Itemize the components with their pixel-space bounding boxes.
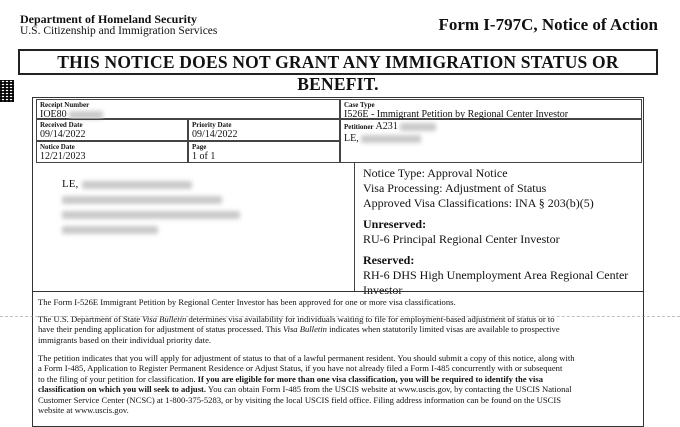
redacted-block [69,111,103,119]
receipt-number-cell [36,99,340,119]
petitioner-cell [340,119,642,163]
petitioner-name-row [344,133,638,145]
scan-artifact-line [0,316,680,317]
mailing-address [62,177,240,237]
visa-bulletin-paragraph: The U.S. Department of State Visa Bulletin determines visa availability for individuals waiting to file for employment-based adjustment of status or to have their pending application for adjustment of status processed. This Visa Bulletin indicates when statutorily limited visas are available to prospective immigrants based on their individual priority date. [38,314,560,345]
unreserved-label: Unreserved: [363,217,427,231]
reserved-value-line2: Investor [363,283,403,297]
received-date-label: Received Date [40,121,83,129]
petitioner-id: A231 [375,121,398,132]
priority-date-cell [188,119,340,141]
reserved-value-line1: RH-6 DHS High Unemployment Area Regional Center [363,268,629,282]
address-line [62,207,240,222]
approved-classifications: Approved Visa Classifications: INA § 203(b)(5) [363,196,594,210]
redacted-block [62,226,158,234]
section-divider [32,291,644,292]
received-date: 09/14/2022 [40,129,86,140]
receipt-number-label: Receipt Number [40,101,90,109]
agency-name: Department of Homeland Security [20,12,197,26]
warning-banner: THIS NOTICE DOES NOT GRANT ANY IMMIGRATION STATUS OR BENEFIT. [18,49,658,75]
redacted-block [361,135,421,143]
page-label: Page [192,143,207,151]
receipt-number: IOE80 [40,109,336,120]
priority-date: 09/14/2022 [192,129,238,140]
address-line [62,222,240,237]
notice-type: Notice Type: Approval Notice [363,166,508,180]
address-line [62,192,240,207]
page-number: 1 of 1 [192,151,216,162]
notice-date-cell [36,141,188,163]
notice-date: 12/21/2023 [40,151,86,162]
redacted-block [82,181,192,189]
redacted-block [400,123,436,131]
approval-paragraph: The Form I-526E Immigrant Petition by Regional Center Investor has been approved for one or more visa classifications. [38,297,456,307]
page-cell [188,141,340,163]
notice-details [354,163,642,297]
form-title: Form I-797C, Notice of Action [438,15,658,34]
redacted-block [62,196,222,204]
petitioner-row [344,121,638,133]
redacted-block [62,211,240,219]
case-type-cell [340,99,642,119]
case-type-label: Case Type [344,101,375,109]
petitioner-label: Petitioner [344,123,374,131]
reserved-label: Reserved: [363,253,415,267]
petitioner-name: LE, [344,133,359,144]
priority-date-label: Priority Date [192,121,232,129]
barcode-icon [0,80,14,102]
visa-processing: Visa Processing: Adjustment of Status [363,181,547,195]
agency-subname: U.S. Citizenship and Immigration Services [20,25,218,37]
address-line [62,177,240,192]
addressee-name: LE, [62,178,79,190]
adjustment-paragraph: The petition indicates that you will apply for adjustment of status to that of a lawful permanent resident. You should submit a copy of this notice, along with a Form I-485, Application to Register Permanent Residence or Adjust Status, if you have not already filed a Form I-485 concurrently with or subsequent to the filing of your petition for classification. If you are eligible for more than one visa classification, you will be required to identify the visa classification on which you will seek to adjust. You can obtain Form I-485 from the USCIS website at www.uscis.gov, by contacting the USCIS National Customer Service Center (NCSC) at 1-800-375-5283, or by visiting the local USCIS field office. Filing address information can be found on the USCIS website at www.uscis.gov. [38,353,575,416]
unreserved-value: RU-6 Principal Regional Center Investor [363,232,560,246]
case-type: I526E - Immigrant Petition by Regional Center Investor [344,109,569,120]
received-date-cell [36,119,188,141]
notice-date-label: Notice Date [40,143,75,151]
